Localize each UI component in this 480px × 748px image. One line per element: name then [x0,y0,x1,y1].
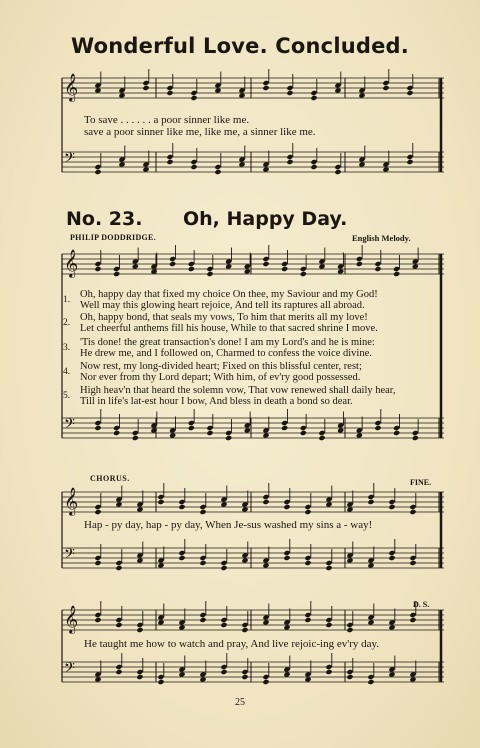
verse-number: 4. [63,367,71,377]
music-staff-svg [62,606,444,696]
treble-clef-icon: 𝄞 [64,487,79,515]
treble-staff [62,69,444,102]
song-title-happy-day: Oh, Happy Day. [183,208,348,230]
lyrics-line: To save . . . . . . a poor sinner like me. [84,114,250,126]
music-staff-svg [62,484,444,584]
song-title-wonderful-love: Wonderful Love. Concluded. [71,34,409,58]
bass-staff [62,409,444,441]
verse-line: Oh, happy bond, that seals my vows, To him that merits all my love! [80,312,368,323]
verse-line: Nor ever from thy Lord depart; With him, of ev'ry good possessed. [80,372,361,383]
verse-number: 2. [63,318,71,328]
lyrics-line: save a poor sinner like me, like me, a sinner like me. [84,126,316,138]
bass-clef-icon: 𝄢 [64,416,75,436]
verse-number: 1. [63,295,71,305]
chorus-label: CHORUS. [90,474,130,483]
bass-staff [62,143,444,175]
chorus-lyrics: He taught me how to watch and pray, And live rejoic-ing ev'ry day. [84,638,380,650]
bass-staff [62,653,444,685]
bass-staff [62,539,444,571]
treble-clef-icon: 𝄞 [64,249,79,277]
treble-staff [62,601,444,634]
verse-line: Oh, happy day that fixed my choice On thee, my Saviour and my God! [80,289,378,300]
fine-label: FINE. [410,478,432,487]
bass-clef-icon: 𝄢 [64,150,75,170]
verse-number: 3. [63,343,71,353]
treble-clef-icon: 𝄞 [64,73,79,101]
treble-clef-icon: 𝄞 [64,605,79,633]
treble-staff [62,245,444,278]
music-system-4 [62,606,444,696]
music-system-3 [62,484,444,584]
tune-credit: English Melody. [352,233,411,243]
page-number: 25 [235,697,245,708]
hymn-number: No. 23. [66,208,143,230]
author-credit: PHILIP DODDRIDGE. [70,233,156,242]
ds-label: D. S. [413,600,430,609]
bass-clef-icon: 𝄢 [64,546,75,566]
verse-line: 'Tis done! the great transaction's done! I am my Lord's and he is mine: [80,337,375,348]
treble-staff [62,483,444,516]
verse-line: He drew me, and I followed on, Charmed to confess the voice divine. [80,348,372,359]
verse-line: Well may this glowing heart rejoice, And tell its raptures all abroad. [80,300,365,311]
verse-line: Now rest, my long-divided heart; Fixed on this blissful center, rest; [80,361,362,372]
verse-line: High heav'n that heard the solemn vow, That vow renewed shall daily hear, [80,385,396,396]
chorus-lyrics: Hap - py day, hap - py day, When Je-sus washed my sins a - way! [84,519,373,531]
verse-number: 5. [63,391,71,401]
bass-clef-icon: 𝄢 [64,660,75,680]
verse-line: Let cheerful anthems fill his house, While to that sacred shrine I move. [80,323,378,334]
verse-line: Till in life's lat-est hour I bow, And bless in death a bond so dear. [80,396,353,407]
